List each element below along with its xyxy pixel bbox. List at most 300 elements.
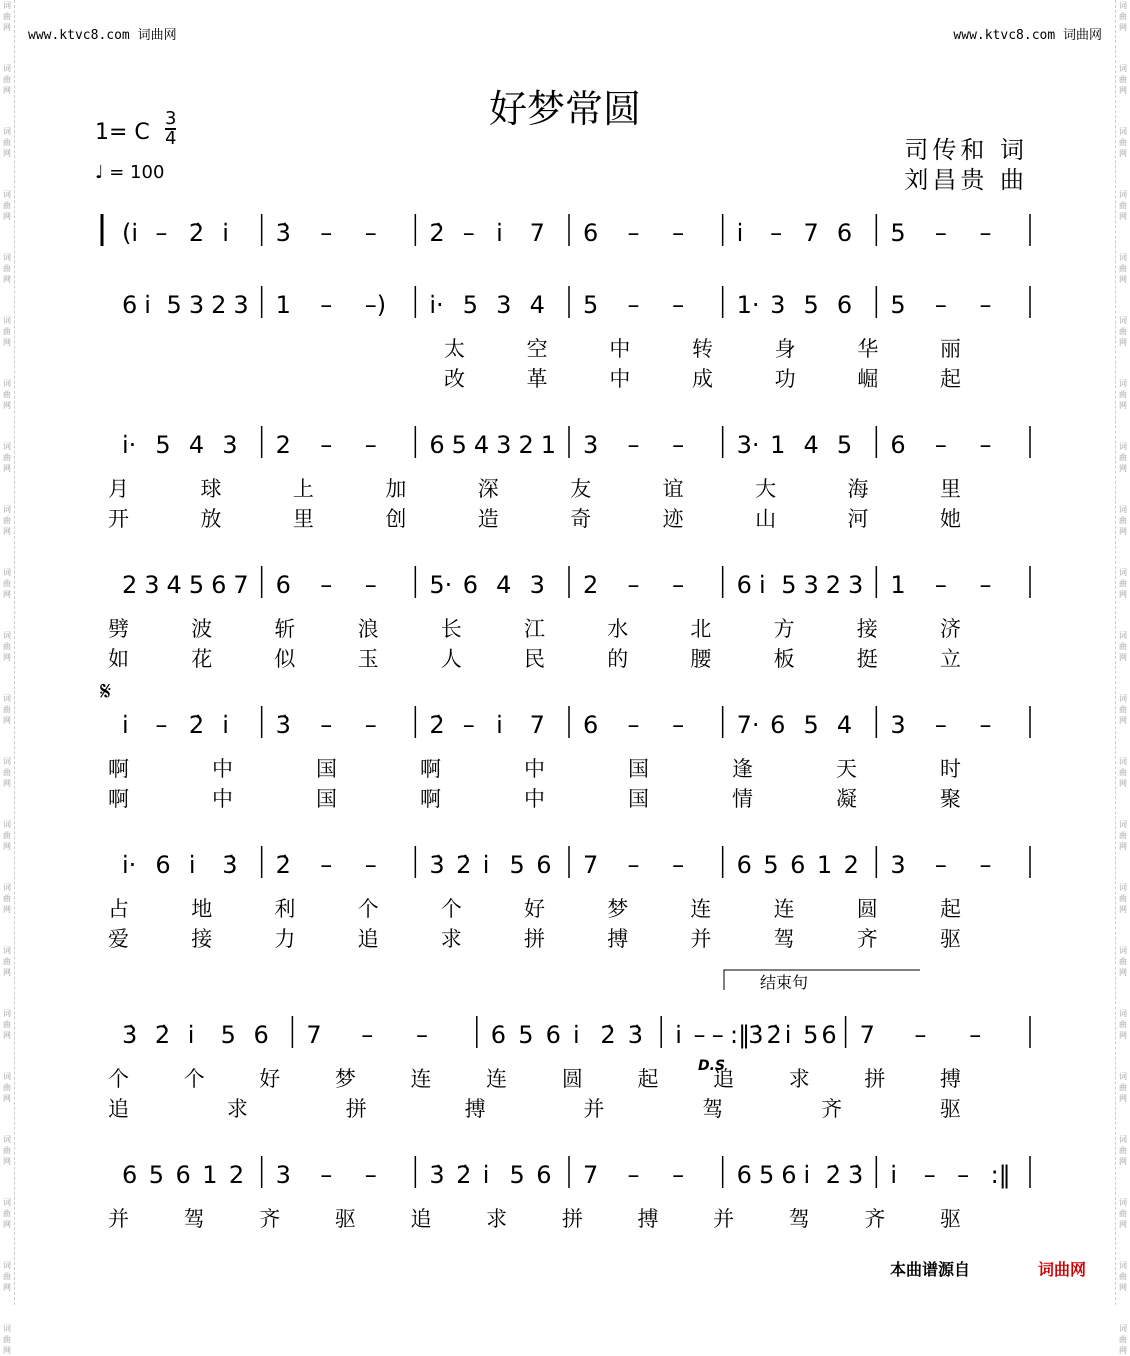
- lyric-char: 奇: [570, 507, 592, 531]
- lyric-char: 梦: [607, 897, 629, 921]
- lyric-char: 并: [690, 927, 712, 951]
- ending-bracket: [724, 970, 920, 990]
- note-glyph: –: [923, 1161, 936, 1189]
- lyric-char: 并: [713, 1207, 735, 1231]
- note-glyph: 2: [843, 851, 859, 879]
- note-glyph: 5: [509, 851, 525, 879]
- note-glyph: –: [320, 571, 333, 599]
- header-right-url: www.ktvc8.com 词曲网: [953, 28, 1102, 43]
- lyric-char: 中: [212, 787, 233, 811]
- side-watermark-text: 词曲网: [1119, 1, 1127, 32]
- note-glyph: i̇: [803, 1161, 811, 1189]
- side-watermark-text: 词曲网: [3, 568, 11, 599]
- note-glyph: 3̇: [222, 851, 238, 879]
- side-watermark-text: 词曲网: [3, 1135, 11, 1166]
- side-watermark-text: 词曲网: [1119, 1198, 1127, 1229]
- lyric-char: 如: [108, 647, 129, 671]
- note-glyph: 3̇: [627, 1021, 644, 1049]
- lyric-char: 圆: [561, 1067, 583, 1091]
- side-watermark-text: 词曲网: [1119, 1009, 1127, 1040]
- lyric-char: 中: [212, 757, 233, 781]
- note-glyph: 2: [275, 431, 291, 459]
- lyric-char: 连: [486, 1067, 508, 1091]
- lyric-char: 连: [410, 1067, 432, 1091]
- side-watermark-text: 词曲网: [3, 64, 11, 95]
- note-glyph: i̇: [188, 851, 196, 879]
- lyric-char: 接: [191, 927, 213, 951]
- header-left-url: www.ktvc8.com 词曲网: [28, 28, 177, 43]
- note-glyph: 5: [803, 291, 819, 319]
- side-watermark-text: 词曲网: [3, 379, 11, 410]
- note-glyph: 5: [509, 1161, 525, 1189]
- note-glyph: 3: [529, 571, 545, 599]
- note-glyph: –: [934, 291, 947, 319]
- side-watermark-text: 词曲网: [1119, 1072, 1127, 1103]
- lyric-char: 好: [524, 897, 545, 921]
- lyric-char: 啊: [420, 757, 441, 781]
- note-glyph: 4: [496, 571, 512, 599]
- side-watermark-text: 词曲网: [3, 1324, 11, 1355]
- ending-label: 结束句: [760, 973, 809, 992]
- lyric-char: 驱: [940, 1207, 961, 1231]
- note-glyph: 6: [462, 571, 479, 599]
- note-glyph: –: [155, 219, 168, 247]
- lyric-char: 挺: [856, 647, 878, 671]
- lyric-char: 天: [836, 757, 857, 781]
- lyric-char: 成: [692, 367, 713, 391]
- note-glyph: –: [361, 1021, 374, 1049]
- note-glyph: 6: [890, 431, 906, 459]
- note-glyph: 2̇: [456, 851, 472, 879]
- side-watermark-text: 词曲网: [1119, 631, 1127, 662]
- lyric-char: 花: [191, 647, 213, 671]
- note-glyph: 2̇: [188, 219, 205, 247]
- note-glyph: 5: [518, 1021, 534, 1049]
- lyric-char: 民: [524, 647, 545, 671]
- key-signature: 1= C: [95, 120, 150, 145]
- side-watermark-text: 词曲网: [3, 1, 11, 32]
- note-glyph: 7: [306, 1021, 322, 1049]
- note-glyph: 5·: [429, 571, 453, 599]
- lyric-char: 北: [690, 617, 712, 641]
- lyric-char: 拼: [345, 1097, 367, 1121]
- note-glyph: i̇: [482, 1161, 490, 1189]
- note-glyph: 5: [583, 291, 599, 319]
- note-glyph: 3̇: [275, 219, 291, 247]
- side-watermark-text: 词曲网: [1119, 253, 1127, 284]
- note-glyph: –: [320, 219, 333, 247]
- note-glyph: 3̇: [429, 851, 445, 879]
- side-watermark-text: 词曲网: [3, 127, 11, 158]
- lyric-char: 爱: [108, 927, 129, 951]
- note-glyph: –: [627, 291, 640, 319]
- lyric-char: 连: [690, 897, 712, 921]
- lyric-char: 友: [570, 477, 592, 501]
- lyric-char: 迹: [662, 507, 684, 531]
- lyric-char: 个: [440, 897, 462, 921]
- lyric-char: 中: [609, 337, 631, 361]
- note-glyph: –: [627, 851, 640, 879]
- note-glyph: 6: [536, 1161, 552, 1189]
- lyric-char: 人: [440, 647, 462, 671]
- note-glyph: 2̇: [429, 711, 445, 739]
- lyric-char: 驾: [702, 1097, 724, 1121]
- note-glyph: 5: [155, 431, 171, 459]
- note-glyph: 5: [890, 219, 906, 247]
- note-glyph: –: [934, 431, 947, 459]
- lyric-char: 斩: [274, 617, 296, 641]
- side-watermark-text: 词曲网: [1119, 568, 1127, 599]
- note-glyph: –: [672, 291, 685, 319]
- note-glyph: 3: [496, 291, 512, 319]
- lyric-char: 利: [274, 897, 296, 921]
- note-glyph: 6: [275, 571, 291, 599]
- note-glyph: 5: [836, 431, 853, 459]
- lyric-char: 搏: [607, 927, 629, 951]
- note-glyph: i̇: [222, 219, 229, 247]
- lyric-char: 她: [940, 507, 961, 531]
- note-glyph: i̇·: [122, 851, 137, 879]
- note-glyph: 6: [736, 1161, 752, 1189]
- side-watermark-text: 词曲网: [3, 1261, 11, 1292]
- lyric-char: 齐: [856, 927, 878, 951]
- note-glyph: –: [627, 711, 640, 739]
- note-glyph: :‖: [990, 1161, 1011, 1189]
- note-glyph: 2: [228, 1161, 245, 1189]
- note-glyph: 3: [890, 851, 906, 879]
- lyric-char: 月: [108, 477, 129, 501]
- lyric-char: 求: [486, 1207, 508, 1231]
- time-sig-bottom: 4: [165, 128, 177, 149]
- note-glyph: 7: [233, 571, 249, 599]
- note-glyph: –: [627, 571, 640, 599]
- note-glyph: 7: [859, 1021, 875, 1049]
- note-glyph: 2̇: [188, 711, 205, 739]
- note-glyph: –: [711, 1021, 724, 1049]
- lyric-char: 驱: [940, 1097, 961, 1121]
- lyric-char: 国: [628, 787, 649, 811]
- note-glyph: 2̇: [825, 1161, 842, 1189]
- note-glyph: 6: [253, 1021, 269, 1049]
- lyric-char: 水: [607, 617, 629, 641]
- side-watermark-text: 词曲网: [3, 505, 11, 536]
- side-watermark-text: 词曲网: [1119, 820, 1127, 851]
- note-glyph: 2̇: [456, 1161, 472, 1189]
- note-glyph: 3: [848, 571, 864, 599]
- note-glyph: 4: [166, 571, 182, 599]
- note-glyph: –: [672, 431, 685, 459]
- lyric-char: 驱: [334, 1207, 356, 1231]
- lyric-char: 求: [440, 927, 462, 951]
- footer-source-label: 本曲谱源自: [890, 1260, 971, 1279]
- lyric-char: 起: [940, 897, 961, 921]
- note-glyph: 6: [736, 851, 752, 879]
- lyric-char: 劈: [108, 617, 129, 641]
- note-glyph: 6: [583, 219, 599, 247]
- note-glyph: –: [364, 851, 377, 879]
- lyric-char: 齐: [259, 1207, 281, 1231]
- lyric-char: 造: [477, 507, 499, 531]
- note-glyph: 1: [816, 851, 833, 879]
- note-glyph: (i̇: [122, 219, 139, 247]
- note-glyph: 3: [222, 431, 238, 459]
- note-glyph: 6: [821, 1021, 837, 1049]
- note-glyph: 6: [770, 711, 786, 739]
- ds-marker: D.S: [698, 1058, 726, 1074]
- note-glyph: –: [155, 711, 168, 739]
- note-glyph: i̇: [736, 219, 744, 247]
- lyric-char: 啊: [108, 757, 129, 781]
- composer-credit: 刘昌贵 曲: [904, 166, 1028, 194]
- note-glyph: 7: [529, 219, 545, 247]
- lyric-char: 个: [357, 897, 379, 921]
- note-glyph: –: [979, 571, 992, 599]
- lyric-char: 地: [191, 897, 213, 921]
- note-glyph: –: [364, 219, 377, 247]
- note-glyph: 3: [144, 571, 160, 599]
- note-glyph: –: [934, 711, 947, 739]
- note-glyph: 5: [758, 1161, 775, 1189]
- note-glyph: i̇·: [122, 431, 137, 459]
- side-watermark-text: 词曲网: [3, 1009, 11, 1040]
- lyric-char: 方: [773, 617, 795, 641]
- lyric-char: 球: [200, 477, 222, 501]
- lyric-char: 国: [316, 787, 337, 811]
- note-glyph: –: [364, 431, 377, 459]
- note-glyph: –: [320, 851, 333, 879]
- footer-brand: 词曲网: [1038, 1260, 1087, 1279]
- note-glyph: –): [364, 291, 387, 319]
- lyric-char: 的: [607, 647, 629, 671]
- note-glyph: i̇: [496, 219, 503, 247]
- side-watermark-text: 词曲网: [3, 190, 11, 221]
- note-glyph: –: [934, 571, 947, 599]
- side-watermark-text: 词曲网: [1119, 1135, 1127, 1166]
- note-glyph: 7·: [736, 711, 760, 739]
- lyric-char: 河: [847, 507, 869, 531]
- note-glyph: –: [672, 711, 685, 739]
- note-glyph: –: [957, 1161, 970, 1189]
- note-glyph: –: [627, 1161, 640, 1189]
- lyric-char: 立: [940, 647, 961, 671]
- lyric-char: 求: [226, 1097, 248, 1121]
- lyric-char: 占: [108, 897, 129, 921]
- lyric-char: 连: [773, 897, 795, 921]
- lyric-char: 接: [856, 617, 878, 641]
- lyric-char: 好: [259, 1067, 281, 1091]
- note-glyph: 5: [188, 571, 205, 599]
- note-glyph: 2̇: [154, 1021, 171, 1049]
- note-glyph: –: [672, 571, 685, 599]
- lyric-char: 革: [526, 367, 548, 391]
- note-glyph: –: [320, 291, 333, 319]
- song-title: 好梦常圆: [488, 87, 641, 131]
- note-glyph: i̇: [890, 1161, 898, 1189]
- lyric-char: 波: [191, 617, 213, 641]
- side-watermark-text: 词曲网: [3, 1198, 11, 1229]
- lyric-char: 齐: [821, 1097, 843, 1121]
- lyric-char: 驾: [183, 1207, 205, 1231]
- lyric-char: 时: [940, 757, 961, 781]
- note-glyph: 5: [803, 1021, 819, 1049]
- note-glyph: –: [320, 431, 333, 459]
- tempo-value: = 100: [109, 162, 165, 183]
- note-glyph: –: [672, 219, 685, 247]
- note-glyph: –: [462, 711, 475, 739]
- lyric-char: 开: [108, 507, 129, 531]
- lyric-char: 似: [274, 647, 296, 671]
- note-glyph: –: [672, 851, 685, 879]
- side-watermark-text: 词曲网: [3, 631, 11, 662]
- lyric-char: 搏: [464, 1097, 486, 1121]
- note-glyph: –: [979, 711, 992, 739]
- lyric-char: 创: [385, 507, 407, 531]
- note-glyph: 5: [166, 291, 182, 319]
- side-watermark-text: 词曲网: [1119, 1324, 1127, 1355]
- note-glyph: –: [320, 711, 333, 739]
- lyric-char: 放: [200, 507, 222, 531]
- note-glyph: 3̇: [748, 1021, 764, 1049]
- note-glyph: –: [364, 711, 377, 739]
- note-glyph: 3̇: [429, 1161, 445, 1189]
- note-glyph: i̇·: [429, 291, 444, 319]
- note-glyph: –: [672, 1161, 685, 1189]
- side-watermark-text: 词曲网: [1119, 64, 1127, 95]
- note-glyph: –: [979, 291, 992, 319]
- note-glyph: 6: [781, 1161, 797, 1189]
- note-glyph: 4: [188, 431, 205, 459]
- side-watermark-text: 词曲网: [1119, 505, 1127, 536]
- lyric-char: 腰: [690, 647, 712, 671]
- lyric-char: 国: [628, 757, 649, 781]
- note-glyph: 3: [770, 291, 786, 319]
- side-watermark-text: 词曲网: [3, 1072, 11, 1103]
- lyric-char: 啊: [420, 787, 441, 811]
- note-glyph: 2: [122, 571, 138, 599]
- lyric-char: 逢: [732, 757, 753, 781]
- note-glyph: 6: [122, 1161, 138, 1189]
- lyric-char: 追: [713, 1067, 735, 1091]
- lyric-char: 玉: [357, 647, 379, 671]
- note-glyph: 1: [275, 291, 291, 319]
- time-sig-top: 3: [165, 108, 177, 129]
- note-glyph: 4: [803, 431, 819, 459]
- note-glyph: –: [979, 431, 992, 459]
- lyric-char: 谊: [662, 477, 684, 501]
- note-glyph: 2̇: [429, 219, 445, 247]
- note-glyph: 5: [462, 291, 479, 319]
- lyric-char: 追: [410, 1207, 432, 1231]
- lyric-char: 大: [755, 477, 777, 501]
- side-watermark-text: 词曲网: [1119, 442, 1127, 473]
- lyric-char: 拼: [864, 1067, 886, 1091]
- lyric-char: 个: [183, 1067, 205, 1091]
- side-watermark-text: 词曲网: [1119, 694, 1127, 725]
- lyric-char: 中: [524, 757, 545, 781]
- lyric-char: 里: [940, 477, 961, 501]
- segno-sign: 𝄋: [100, 677, 112, 707]
- lyric-char: 空: [526, 337, 548, 361]
- note-glyph: 5: [890, 291, 906, 319]
- side-watermark-text: 词曲网: [1119, 127, 1127, 158]
- note-glyph: –: [770, 219, 783, 247]
- lyric-char: 上: [292, 477, 314, 501]
- lyric-char: 拼: [561, 1207, 583, 1231]
- side-watermark-text: 词曲网: [3, 253, 11, 284]
- note-glyph: 6: [545, 1021, 561, 1049]
- lyric-char: 求: [788, 1067, 810, 1091]
- note-glyph: i̇: [187, 1021, 195, 1049]
- note-glyph: 6: [122, 291, 138, 319]
- note-glyph: 6: [155, 851, 171, 879]
- note-glyph: i̇: [144, 291, 151, 319]
- note-glyph: 2̇: [600, 1021, 616, 1049]
- note-glyph: :‖: [730, 1021, 751, 1049]
- note-glyph: i̇: [675, 1021, 682, 1049]
- note-glyph: 3: [583, 431, 599, 459]
- lyric-char: 济: [940, 617, 961, 641]
- side-watermark-text: 词曲网: [3, 757, 11, 788]
- note-glyph: 3: [275, 1161, 291, 1189]
- side-watermark-text: 词曲网: [1119, 946, 1127, 977]
- lyric-char: 齐: [864, 1207, 886, 1231]
- side-watermark-text: 词曲网: [3, 442, 11, 473]
- lyric-char: 国: [316, 757, 337, 781]
- lyric-char: 太: [444, 337, 465, 361]
- lyric-char: 追: [108, 1097, 129, 1121]
- lyric-char: 华: [857, 337, 879, 361]
- note-glyph: 6: [790, 851, 806, 879]
- note-glyph: 3: [496, 431, 512, 459]
- note-glyph: –: [627, 219, 640, 247]
- note-glyph: 3·: [736, 431, 760, 459]
- lyric-char: 情: [732, 787, 753, 811]
- note-glyph: 7: [583, 851, 599, 879]
- lyric-char: 个: [108, 1067, 129, 1091]
- quarter-note-icon: ♩: [95, 162, 104, 183]
- note-glyph: 5: [803, 711, 819, 739]
- lyric-char: 长: [440, 617, 462, 641]
- note-glyph: 3̇: [275, 711, 291, 739]
- note-glyph: 2̇: [766, 1021, 782, 1049]
- note-glyph: –: [364, 571, 377, 599]
- note-glyph: i̇: [784, 1021, 792, 1049]
- lyric-char: 江: [524, 617, 545, 641]
- note-glyph: 1: [770, 431, 786, 459]
- note-glyph: 6: [836, 291, 853, 319]
- lyric-char: 里: [292, 507, 314, 531]
- note-glyph: 6: [429, 431, 445, 459]
- lyric-char: 聚: [940, 787, 961, 811]
- lyric-char: 身: [774, 337, 796, 361]
- side-watermark-text: 词曲网: [3, 694, 11, 725]
- lyric-char: 中: [524, 787, 545, 811]
- note-glyph: 4: [836, 711, 853, 739]
- note-glyph: i̇: [482, 851, 490, 879]
- note-glyph: –: [969, 1021, 982, 1049]
- side-watermark-text: 词曲网: [3, 946, 11, 977]
- note-glyph: 6: [583, 711, 599, 739]
- note-glyph: –: [934, 219, 947, 247]
- side-watermark-text: 词曲网: [1119, 316, 1127, 347]
- lyric-char: 驾: [773, 927, 795, 951]
- note-glyph: –: [979, 851, 992, 879]
- note-glyph: 5: [148, 1161, 165, 1189]
- side-watermark-text: 词曲网: [1119, 883, 1127, 914]
- note-glyph: i̇: [122, 711, 129, 739]
- note-glyph: i̇: [573, 1021, 580, 1049]
- lyric-char: 并: [108, 1207, 129, 1231]
